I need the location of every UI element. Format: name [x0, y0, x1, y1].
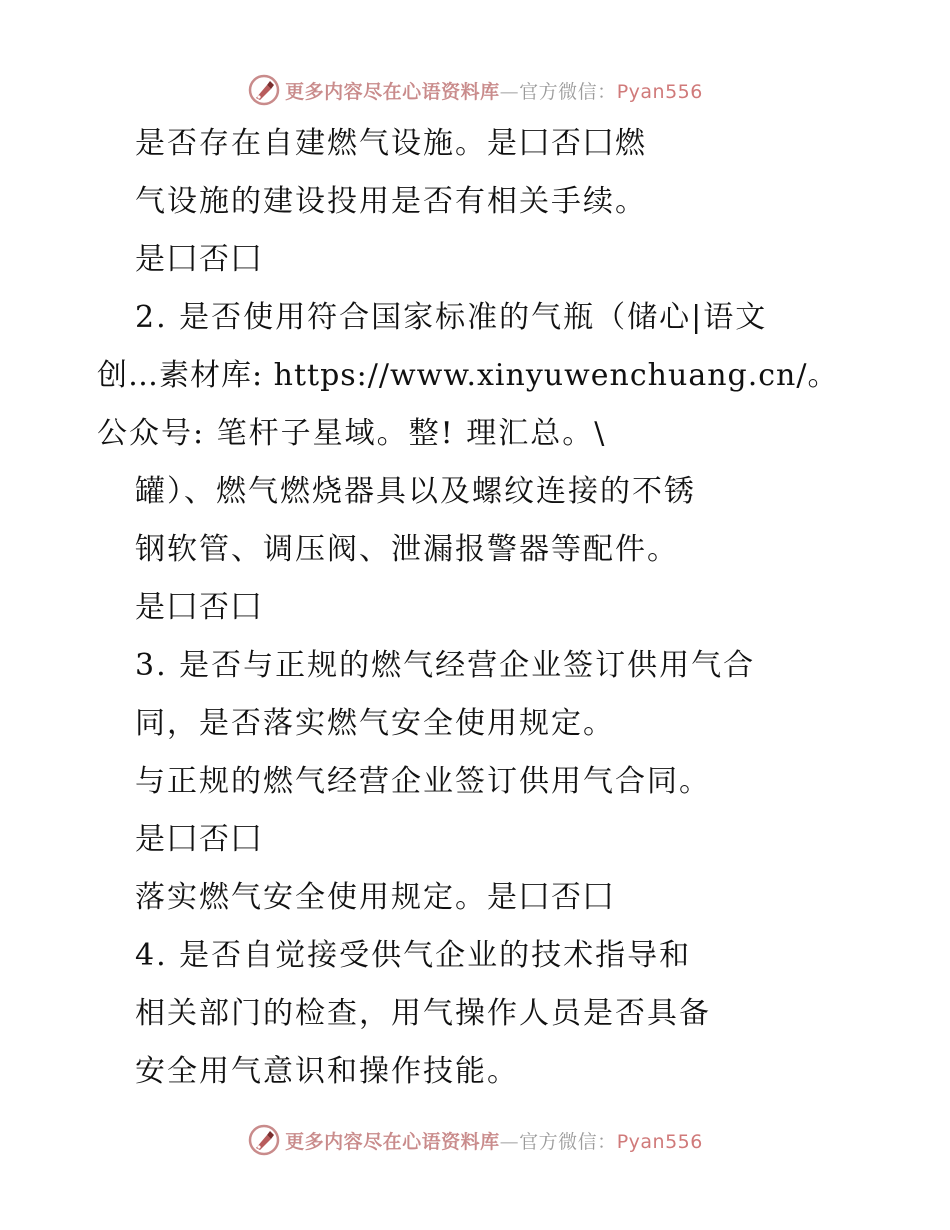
- text-line: 创…素材库: https://www.xinyuwenchuang.cn/。: [97, 358, 839, 393]
- text-line: 气设施的建设投用是否有相关手续。: [135, 184, 647, 219]
- watermark-brand: 更多内容尽在心语资料库: [285, 1130, 500, 1153]
- watermark-text: [285, 1127, 703, 1154]
- text-line: 3. 是否与正规的燃气经营企业签订供用气合: [135, 648, 756, 683]
- text-line: 相关部门的检查，用气操作人员是否具备: [135, 996, 711, 1031]
- text-line: 是囗否囗: [135, 242, 263, 277]
- text-line: 同，是否落实燃气安全使用规定。: [135, 706, 615, 741]
- text-line: 是否存在自建燃气设施。是囗否囗燃: [135, 126, 647, 161]
- header-watermark: [0, 73, 950, 107]
- watermark-wechat-id: Pyan556: [616, 1130, 703, 1153]
- pen-nib-logo-icon: [247, 73, 281, 107]
- footer-watermark: [0, 1123, 950, 1157]
- watermark-official-label: 官方微信：: [519, 80, 617, 103]
- watermark-wechat-id: Pyan556: [616, 80, 703, 103]
- text-line: 是囗否囗: [135, 590, 263, 625]
- text-line: 罐）、燃气燃烧器具以及螺纹连接的不锈: [135, 474, 696, 509]
- watermark-separator: —: [499, 80, 520, 103]
- text-line: 4. 是否自觉接受供气企业的技术指导和: [135, 938, 692, 973]
- pen-nib-logo-icon: [247, 1123, 281, 1157]
- text-line: 2. 是否使用符合国家标准的气瓶（储心|语文: [135, 300, 768, 335]
- watermark-brand: 更多内容尽在心语资料库: [285, 80, 500, 103]
- text-line: 落实燃气安全使用规定。是囗否囗: [135, 880, 615, 915]
- text-line: 钢软管、调压阀、泄漏报警器等配件。: [135, 532, 679, 567]
- text-line: 公众号: 笔杆子星域。整! 理汇总。\: [97, 416, 607, 451]
- text-line: 是囗否囗: [135, 822, 263, 857]
- watermark-separator: —: [499, 1130, 520, 1153]
- watermark-text: [285, 77, 703, 104]
- text-line: 与正规的燃气经营企业签订供用气合同。: [135, 764, 711, 799]
- watermark-official-label: 官方微信：: [519, 1130, 617, 1153]
- text-line: 安全用气意识和操作技能。: [135, 1054, 519, 1089]
